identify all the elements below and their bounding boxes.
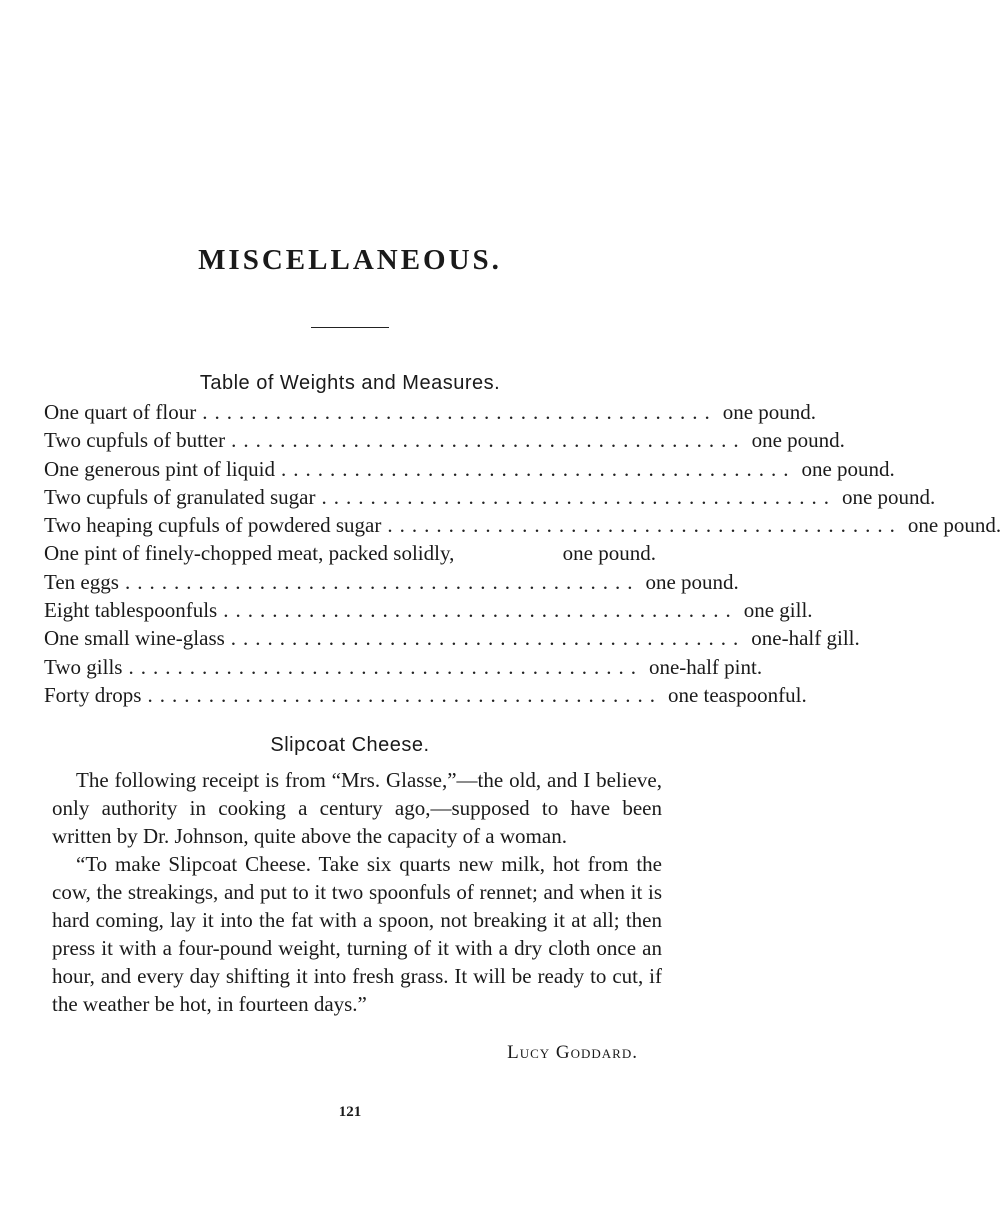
measure-row <box>44 456 895 485</box>
recipe-body <box>52 766 662 1018</box>
measure-quantity: one pound. <box>841 484 936 509</box>
dot-leader: .......................................... <box>387 513 902 538</box>
measure-quantity: one-half pint. <box>648 654 763 679</box>
measure-item: One quart of flour <box>44 400 197 424</box>
dot-leader: .......................................... <box>202 400 717 424</box>
dot-leader: .......................................... <box>124 569 640 594</box>
measure-row <box>44 428 845 456</box>
title-rule <box>311 327 389 328</box>
dot-leader: .......................................... <box>231 428 746 453</box>
page-number: 121 <box>338 1104 362 1120</box>
measure-item: One generous pint of liquid <box>44 456 275 481</box>
measure-row <box>44 400 817 428</box>
measure-quantity: one pound. <box>801 456 895 481</box>
measure-row <box>44 682 807 711</box>
dot-leader: .......................................... <box>147 682 662 707</box>
measure-row <box>44 626 860 654</box>
measure-quantity: one-half gill. <box>751 626 860 651</box>
measure-item: Ten eggs <box>44 569 119 594</box>
measure-item: Two cupfuls of butter <box>44 428 226 453</box>
paragraph: The following receipt is from “Mrs. Glasse,”—the old, and I believe, only authority in cooking a century ago,—supposed to have been written by Dr. Johnson, quite above the capacity of a woman. <box>52 768 662 848</box>
measure-row <box>44 569 739 598</box>
author-signature: Lucy Goddard. <box>507 1042 638 1063</box>
measure-row <box>44 484 936 513</box>
recipe-heading: Slipcoat Cheese. <box>270 734 430 756</box>
measure-row <box>44 654 763 683</box>
page-title: MISCELLANEOUS. <box>198 244 502 276</box>
dot-leader: .......................................... <box>230 626 746 651</box>
measure-row <box>44 513 1001 541</box>
measure-row <box>44 598 813 626</box>
measure-item: Two heaping cupfuls of powdered sugar <box>44 513 382 538</box>
measure-item: Two cupfuls of granulated sugar <box>44 484 316 509</box>
measure-quantity: one pound. <box>907 513 1001 538</box>
measure-quantity: one pound. <box>751 428 845 453</box>
dot-leader: .......................................... <box>321 484 836 509</box>
dot-leader: .......................................... <box>280 456 796 481</box>
dot-leader: .......................................... <box>128 654 643 679</box>
paragraph: “To make Slipcoat Cheese. Take six quarts new milk, hot from the cow, the streakings, and put to it two spoonfuls of rennet; and when it is hard coming, lay it into the fat with a spoon, not breaking it at all; then press it with a four-pound weight, turning of it with a dry cloth once an hour, and every day shifting it into fresh grass. It will be ready to cut, if the weather be hot, in fourteen days.” <box>52 852 662 1016</box>
measure-item: One small wine-glass <box>44 626 225 651</box>
measures-table <box>44 400 1001 711</box>
measure-quantity: one pound. <box>645 569 739 594</box>
measure-row <box>44 541 656 569</box>
measure-item: One pint of finely-chopped meat, packed solidly, <box>44 541 455 566</box>
measure-item: Forty drops <box>44 682 142 707</box>
measure-quantity: one pound. <box>722 400 817 424</box>
measure-item: Eight tablespoonfuls <box>44 598 218 623</box>
measure-quantity: one gill. <box>743 598 813 623</box>
measure-quantity: one teaspoonful. <box>667 682 807 707</box>
measure-quantity: one pound. <box>562 541 656 566</box>
dot-leader: .......................................... <box>223 598 738 623</box>
table-heading: Table of Weights and Measures. <box>199 372 501 394</box>
measure-item: Two gills <box>44 654 123 679</box>
